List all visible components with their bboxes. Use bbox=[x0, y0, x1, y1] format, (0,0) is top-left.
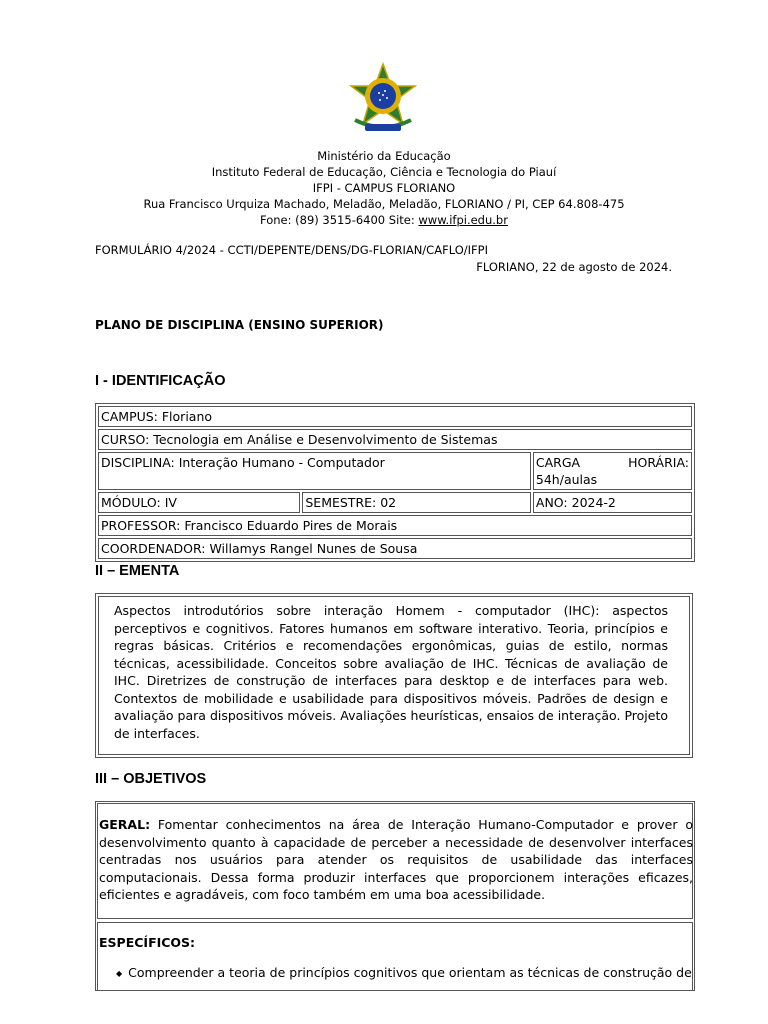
geral-label: GERAL: bbox=[99, 817, 151, 832]
brazil-coat-of-arms-icon bbox=[345, 62, 421, 136]
objetivos-especificos-cell bbox=[97, 922, 693, 991]
professor-cell: PROFESSOR: Francisco Eduardo Pires de Morais bbox=[98, 515, 692, 536]
institution-header bbox=[0, 148, 768, 228]
table-row bbox=[98, 492, 692, 513]
site-link[interactable]: www.ifpi.edu.br bbox=[418, 213, 508, 227]
table-row bbox=[98, 515, 692, 536]
especifico-text: Compreender a teoria de princípios cognitivos que orientam as técnicas de construção de bbox=[128, 965, 692, 980]
table-row bbox=[98, 429, 692, 450]
especificos-list bbox=[116, 965, 692, 980]
contact-line bbox=[0, 212, 768, 228]
identification-table bbox=[95, 403, 695, 562]
especificos-label: ESPECÍFICOS: bbox=[99, 935, 196, 950]
carga-label: CARGA bbox=[535, 455, 581, 470]
curso-cell: CURSO: Tecnologia em Análise e Desenvolvimento de Sistemas bbox=[98, 429, 692, 450]
section-identificacao-title: I - IDENTIFICAÇÃO bbox=[95, 373, 226, 389]
plan-title: PLANO DE DISCIPLINA (ENSINO SUPERIOR) bbox=[95, 318, 384, 332]
disciplina-cell: DISCIPLINA: Interação Humano - Computador bbox=[98, 452, 531, 490]
table-row bbox=[98, 452, 692, 490]
institute-name: Instituto Federal de Educação, Ciência e Tecnologia do Piauí bbox=[211, 165, 557, 179]
objetivo-geral-cell bbox=[97, 803, 693, 919]
semestre-cell: SEMESTRE: 02 bbox=[302, 492, 531, 513]
horaria-label: HORÁRIA: bbox=[628, 455, 689, 470]
campus-name: IFPI - CAMPUS FLORIANO bbox=[312, 181, 456, 195]
ementa-box bbox=[95, 593, 693, 758]
objetivo-geral-text bbox=[99, 816, 693, 904]
section-objetivos-title: III – OBJETIVOS bbox=[95, 771, 207, 787]
form-code: FORMULÁRIO 4/2024 - CCTI/DEPENTE/DENS/DG-FLORIAN/CAFLO/IFPI bbox=[95, 243, 488, 257]
campus-address: Rua Francisco Urquiza Machado, Meladão, Meladão, FLORIANO / PI, CEP 64.808-475 bbox=[143, 197, 625, 211]
campus-cell: CAMPUS: Floriano bbox=[98, 406, 692, 427]
ementa-text: Aspectos introdutórios sobre interação Homem - computador (IHC): aspectos perceptivos e cognitivos. Fatores humanos em software interativo. Teoria, princípios e regras básicas. Critérios e recomendações ergonômicas, guias de estilo, normas técnicas, acessibilidade. Conceitos sobre avaliação de IHC. Técnicas de avaliação de IHC. Diretrizes de construção de interfaces para desktop e de interfaces para web. Contextos de mobilidade e usabilidade para dispositivos móveis. Padrões de design e avaliação para dispositivos móveis. Avaliações heurísticas, ensaios de interação. Projeto de interfaces. bbox=[114, 603, 668, 741]
phone-text: Fone: (89) 3515-6400 Site: bbox=[260, 213, 419, 227]
table-row bbox=[98, 538, 692, 559]
objetivos-box bbox=[95, 801, 695, 991]
form-date: FLORIANO, 22 de agosto de 2024. bbox=[476, 260, 672, 274]
ano-cell: ANO: 2024-2 bbox=[533, 492, 692, 513]
geral-body: Fomentar conhecimentos na área de Interação Humano-Computador e prover o desenvolvimento quanto à capacidade de perceber a necessidade de desenvolver interfaces centradas nos usuários para atender os requisitos de usabilidade das interfaces computacionais. Dessa forma produzir interfaces que proporcionem interações eficazes, eficientes e agradáveis, com foco também em uma boa acessibilidade. bbox=[99, 817, 693, 902]
list-item bbox=[116, 965, 692, 980]
ministry-name: Ministério da Educação bbox=[317, 149, 451, 163]
carga-horaria-cell bbox=[533, 452, 692, 490]
coordenador-cell: COORDENADOR: Willamys Rangel Nunes de Sousa bbox=[98, 538, 692, 559]
table-row bbox=[98, 406, 692, 427]
section-ementa-title: II – EMENTA bbox=[95, 563, 180, 579]
carga-value: 54h/aulas bbox=[535, 472, 598, 487]
bullet-icon: ◆ bbox=[116, 969, 123, 978]
modulo-cell: MÓDULO: IV bbox=[98, 492, 300, 513]
